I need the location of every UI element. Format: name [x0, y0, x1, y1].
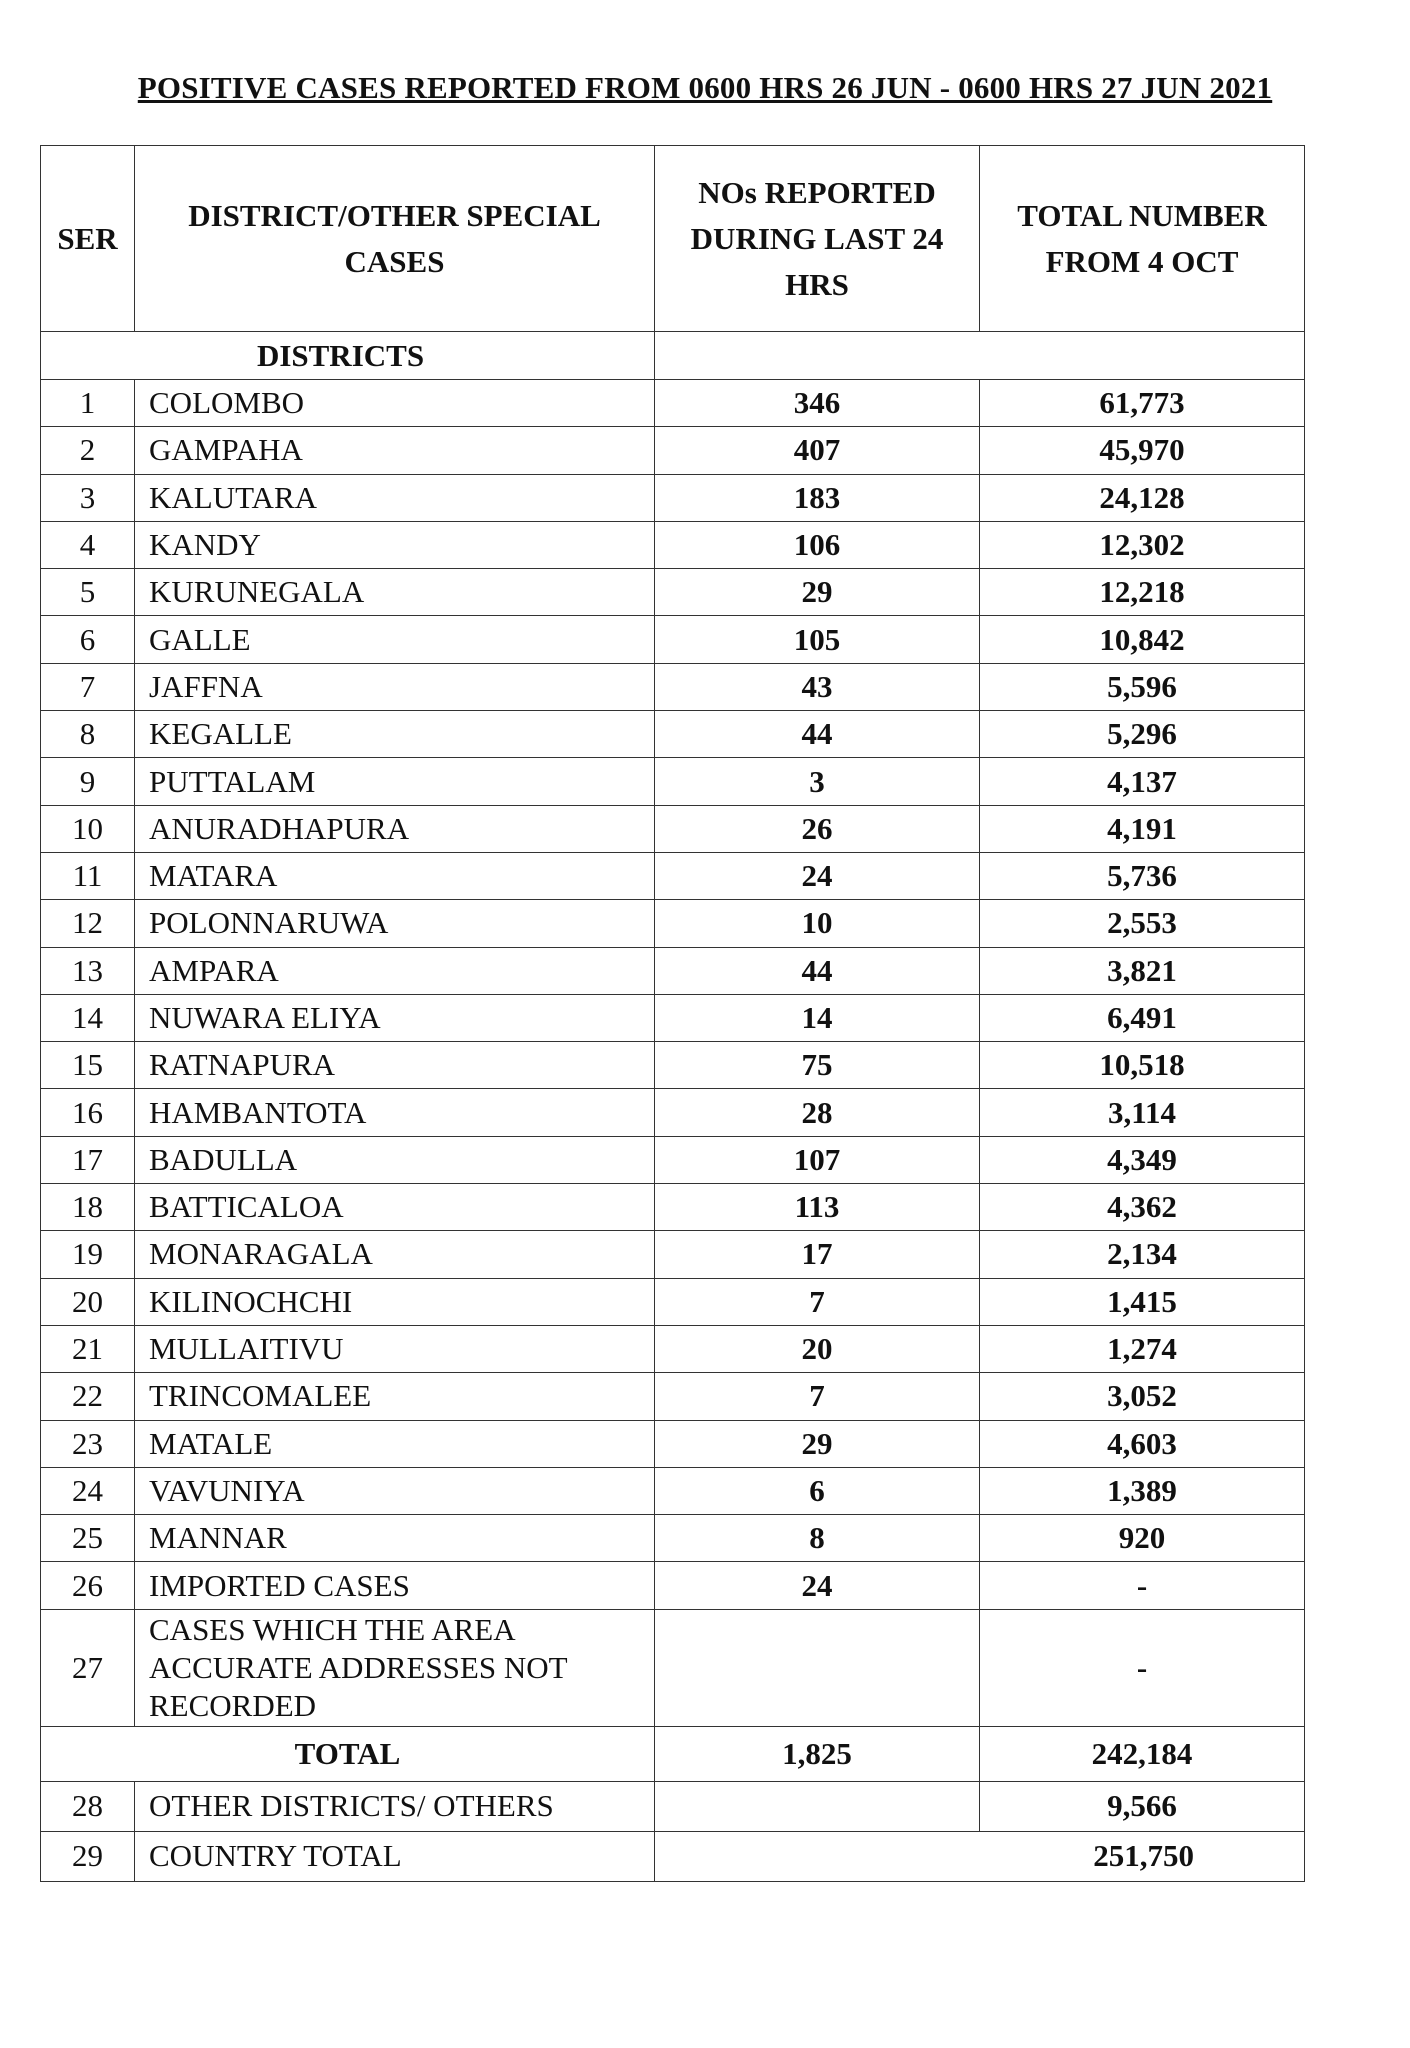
district-cell: VAVUNIYA	[135, 1467, 655, 1514]
total-cell: 3,821	[980, 947, 1305, 994]
last24-cell: 17	[655, 1231, 980, 1278]
last24-cell: 346	[655, 380, 980, 427]
district-cell: MATARA	[135, 852, 655, 899]
table-row	[41, 900, 1305, 947]
total-cell: 4,191	[980, 805, 1305, 852]
district-cell: GAMPAHA	[135, 427, 655, 474]
table-row	[41, 521, 1305, 568]
total-last24: 1,825	[655, 1726, 980, 1781]
table-row	[41, 569, 1305, 616]
header-last24: NOs REPORTED DURING LAST 24 HRS	[655, 146, 980, 332]
ser-cell: 9	[41, 758, 135, 805]
table-row	[41, 474, 1305, 521]
ser-cell: 24	[41, 1467, 135, 1514]
district-cell: POLONNARUWA	[135, 900, 655, 947]
district-cell: KILINOCHCHI	[135, 1278, 655, 1325]
district-cell: KURUNEGALA	[135, 569, 655, 616]
ser-cell: 7	[41, 663, 135, 710]
ser-cell: 28	[41, 1781, 135, 1831]
district-cell: MONARAGALA	[135, 1231, 655, 1278]
ser-cell: 15	[41, 1042, 135, 1089]
table-row	[41, 1562, 1305, 1609]
district-cell: KEGALLE	[135, 711, 655, 758]
ser-cell: 13	[41, 947, 135, 994]
last24-cell: 106	[655, 521, 980, 568]
total-cell: 2,553	[980, 900, 1305, 947]
cases-table	[40, 145, 1305, 1882]
table-row-29	[41, 1831, 1305, 1881]
district-cell: COLOMBO	[135, 380, 655, 427]
total-cell: 5,296	[980, 711, 1305, 758]
ser-cell: 16	[41, 1089, 135, 1136]
table-row	[41, 1042, 1305, 1089]
district-cell: HAMBANTOTA	[135, 1089, 655, 1136]
last24-cell: 44	[655, 947, 980, 994]
table-row	[41, 1467, 1305, 1514]
district-cell: RATNAPURA	[135, 1042, 655, 1089]
total-cell: 24,128	[980, 474, 1305, 521]
table-row	[41, 1184, 1305, 1231]
total-row	[41, 1726, 1305, 1781]
total-cell: 3,114	[980, 1089, 1305, 1136]
total-cell: 4,362	[980, 1184, 1305, 1231]
last24-cell: 7	[655, 1373, 980, 1420]
last24-cell	[655, 1609, 980, 1726]
last24-cell: 26	[655, 805, 980, 852]
last24-cell: 20	[655, 1325, 980, 1372]
district-cell: BADULLA	[135, 1136, 655, 1183]
table-row	[41, 1420, 1305, 1467]
table-row	[41, 1325, 1305, 1372]
total-cell: 1,389	[980, 1467, 1305, 1514]
last24-cell: 24	[655, 852, 980, 899]
district-cell: COUNTRY TOTAL	[135, 1831, 655, 1881]
district-cell: JAFFNA	[135, 663, 655, 710]
table-row	[41, 1089, 1305, 1136]
last24-cell: 8	[655, 1515, 980, 1562]
table-row	[41, 947, 1305, 994]
table-row	[41, 380, 1305, 427]
district-cell: OTHER DISTRICTS/ OTHERS	[135, 1781, 655, 1831]
total-cell: 3,052	[980, 1373, 1305, 1420]
last24-cell: 44	[655, 711, 980, 758]
total-cell: -	[980, 1562, 1305, 1609]
ser-cell: 11	[41, 852, 135, 899]
total-cell: 61,773	[980, 380, 1305, 427]
last24-cell: 75	[655, 1042, 980, 1089]
district-cell: MULLAITIVU	[135, 1325, 655, 1372]
table-row	[41, 1136, 1305, 1183]
last24-cell: 14	[655, 994, 980, 1041]
ser-cell: 17	[41, 1136, 135, 1183]
district-cell: AMPARA	[135, 947, 655, 994]
table-row	[41, 711, 1305, 758]
table-row	[41, 1278, 1305, 1325]
ser-cell: 21	[41, 1325, 135, 1372]
total-cell: 10,518	[980, 1042, 1305, 1089]
table-row	[41, 616, 1305, 663]
total-cell: 920	[980, 1515, 1305, 1562]
last24-cell: 29	[655, 1420, 980, 1467]
last24-cell: 113	[655, 1184, 980, 1231]
table-row	[41, 852, 1305, 899]
district-cell: TRINCOMALEE	[135, 1373, 655, 1420]
table-row	[41, 1231, 1305, 1278]
district-cell: BATTICALOA	[135, 1184, 655, 1231]
ser-cell: 18	[41, 1184, 135, 1231]
ser-cell: 14	[41, 994, 135, 1041]
table-row	[41, 994, 1305, 1041]
district-cell: KANDY	[135, 521, 655, 568]
last24-cell: 7	[655, 1278, 980, 1325]
ser-cell: 23	[41, 1420, 135, 1467]
district-cell: NUWARA ELIYA	[135, 994, 655, 1041]
total-cell: 5,736	[980, 852, 1305, 899]
total-cell: 5,596	[980, 663, 1305, 710]
ser-cell: 29	[41, 1831, 135, 1881]
district-cell: CASES WHICH THE AREA ACCURATE ADDRESSES NOT RECORDED	[135, 1609, 655, 1726]
table-row	[41, 663, 1305, 710]
table-row-27	[41, 1609, 1305, 1726]
section-row	[41, 332, 1305, 380]
ser-cell: 1	[41, 380, 135, 427]
total-cell: -	[980, 1609, 1305, 1726]
table-row	[41, 805, 1305, 852]
report-title: POSITIVE CASES REPORTED FROM 0600 HRS 26 JUN - 0600 HRS 27 JUN 2021	[137, 70, 1273, 105]
table-row-28	[41, 1781, 1305, 1831]
header-total: TOTAL NUMBER FROM 4 OCT	[980, 146, 1305, 332]
district-cell: GALLE	[135, 616, 655, 663]
last24-cell: 43	[655, 663, 980, 710]
last24-cell: 10	[655, 900, 980, 947]
last24-cell: 107	[655, 1136, 980, 1183]
total-cell: 1,274	[980, 1325, 1305, 1372]
section-label: DISTRICTS	[41, 332, 655, 380]
total-overall: 242,184	[980, 1726, 1305, 1781]
total-cell: 9,566	[980, 1781, 1305, 1831]
ser-cell: 26	[41, 1562, 135, 1609]
last24-cell: 28	[655, 1089, 980, 1136]
ser-cell: 6	[41, 616, 135, 663]
ser-cell: 27	[41, 1609, 135, 1726]
ser-cell: 19	[41, 1231, 135, 1278]
table-row	[41, 1515, 1305, 1562]
ser-cell: 8	[41, 711, 135, 758]
ser-cell: 12	[41, 900, 135, 947]
last24-cell: 29	[655, 569, 980, 616]
header-district: DISTRICT/OTHER SPECIAL CASES	[135, 146, 655, 332]
last24-cell: 6	[655, 1467, 980, 1514]
table-row	[41, 1373, 1305, 1420]
last24-empty-cell	[655, 1781, 980, 1831]
district-cell: ANURADHAPURA	[135, 805, 655, 852]
total-cell: 4,349	[980, 1136, 1305, 1183]
last24-cell: 3	[655, 758, 980, 805]
last24-cell: 24	[655, 1562, 980, 1609]
total-cell: 2,134	[980, 1231, 1305, 1278]
total-cell: 12,218	[980, 569, 1305, 616]
ser-cell: 10	[41, 805, 135, 852]
last24-cell: 105	[655, 616, 980, 663]
header-ser: SER	[41, 146, 135, 332]
ser-cell: 3	[41, 474, 135, 521]
ser-cell: 25	[41, 1515, 135, 1562]
total-cell: 10,842	[980, 616, 1305, 663]
ser-cell: 4	[41, 521, 135, 568]
country-total-cell: 251,750	[655, 1831, 1305, 1881]
district-cell: PUTTALAM	[135, 758, 655, 805]
total-cell: 6,491	[980, 994, 1305, 1041]
total-cell: 1,415	[980, 1278, 1305, 1325]
total-cell: 4,137	[980, 758, 1305, 805]
ser-cell: 22	[41, 1373, 135, 1420]
table-row	[41, 758, 1305, 805]
district-cell: KALUTARA	[135, 474, 655, 521]
last24-cell: 183	[655, 474, 980, 521]
district-cell: MANNAR	[135, 1515, 655, 1562]
header-row	[41, 146, 1305, 332]
last24-cell: 407	[655, 427, 980, 474]
ser-cell: 20	[41, 1278, 135, 1325]
total-cell: 45,970	[980, 427, 1305, 474]
total-cell: 12,302	[980, 521, 1305, 568]
total-cell: 4,603	[980, 1420, 1305, 1467]
section-empty-cell	[655, 332, 1305, 380]
total-label: TOTAL	[41, 1726, 655, 1781]
district-cell: IMPORTED CASES	[135, 1562, 655, 1609]
ser-cell: 2	[41, 427, 135, 474]
district-cell: MATALE	[135, 1420, 655, 1467]
ser-cell: 5	[41, 569, 135, 616]
table-row	[41, 427, 1305, 474]
